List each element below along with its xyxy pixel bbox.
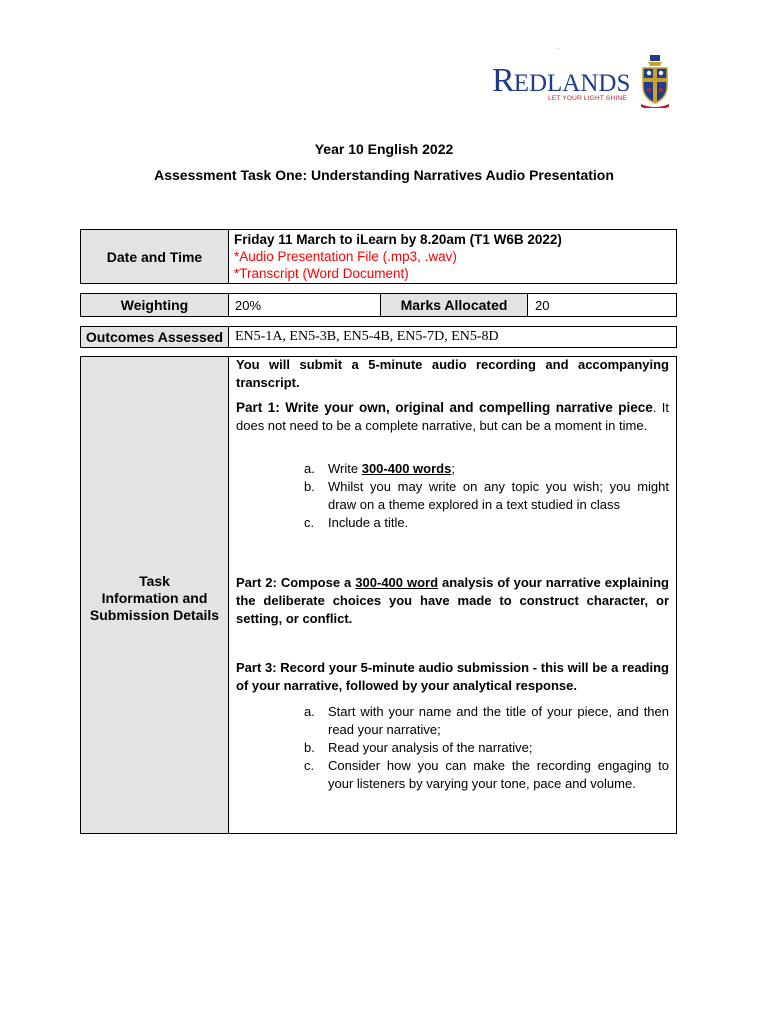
list-item: c. Include a title. (304, 515, 409, 530)
task-title: Assessment Task One: Understanding Narratives Audio Presentation (154, 167, 614, 183)
logo-dots: · · (555, 46, 561, 52)
word-count-emphasis: 300-400 words (361, 461, 452, 476)
redlands-logo (490, 50, 675, 112)
date-time-label: Date and Time (81, 230, 229, 283)
task-info-label: Task Information and Submission Details (81, 357, 229, 833)
outcomes-label: Outcomes Assessed (81, 327, 229, 347)
part3-list (304, 703, 669, 793)
task-intro: You will submit a 5-minute audio recording and accompanying transcript. (236, 357, 669, 390)
list-item: c. Consider how you can make the recording engaging to your listeners by varying your tone, pace and volume. (304, 758, 669, 791)
list-item: b. Read your analysis of the narrative; (304, 740, 533, 755)
date-time-row (80, 229, 677, 284)
part1-description (236, 399, 669, 435)
part2-word-count: 300-400 word (355, 575, 439, 590)
part2-description: Part 2: Compose a 300-400 word analysis of your narrative explaining the deliberate choices you have made to construct character, or setting, or conflict. (236, 575, 669, 626)
list-item: a. Write 300-400 words; (304, 461, 455, 476)
list-item: b. Whilst you may write on any topic you wish; you might draw on a theme explored in a text studied in class (304, 479, 669, 512)
school-crest-icon (638, 54, 672, 108)
audio-file-requirement: *Audio Presentation File (.mp3, .wav) (234, 249, 457, 264)
part3-description: Part 3: Record your 5-minute audio submission - this will be a reading of your narrative, followed by your analytical response. (236, 660, 669, 693)
weighting-row (80, 293, 677, 317)
part1-list (304, 460, 669, 532)
date-time-value (234, 231, 674, 282)
part1-heading: Part 1: Write your own, original and compelling narrative piece (236, 400, 653, 415)
outcomes-value: EN5-1A, EN5-3B, EN5-4B, EN5-7D, EN5-8D (235, 329, 499, 344)
marks-allocated-value: 20 (535, 298, 550, 313)
list-item: a. Start with your name and the title of your piece, and then read your narrative; (304, 704, 669, 737)
marks-allocated-label: Marks Allocated (380, 294, 528, 316)
part1-detail: . It does not need to be a complete narrative, but can be a moment in time. (236, 400, 670, 433)
logo-wordmark: REDLANDS (492, 62, 631, 99)
transcript-requirement: *Transcript (Word Document) (234, 266, 409, 281)
due-date: Friday 11 March to iLearn by 8.20am (T1 W6B 2022) (234, 232, 562, 247)
document-title: Year 10 English 2022 (314, 141, 454, 157)
logo-tagline: LET YOUR LIGHT SHINE (548, 95, 627, 102)
outcomes-row (80, 326, 677, 348)
weighting-label: Weighting (81, 294, 229, 316)
weighting-value: 20% (235, 298, 262, 313)
